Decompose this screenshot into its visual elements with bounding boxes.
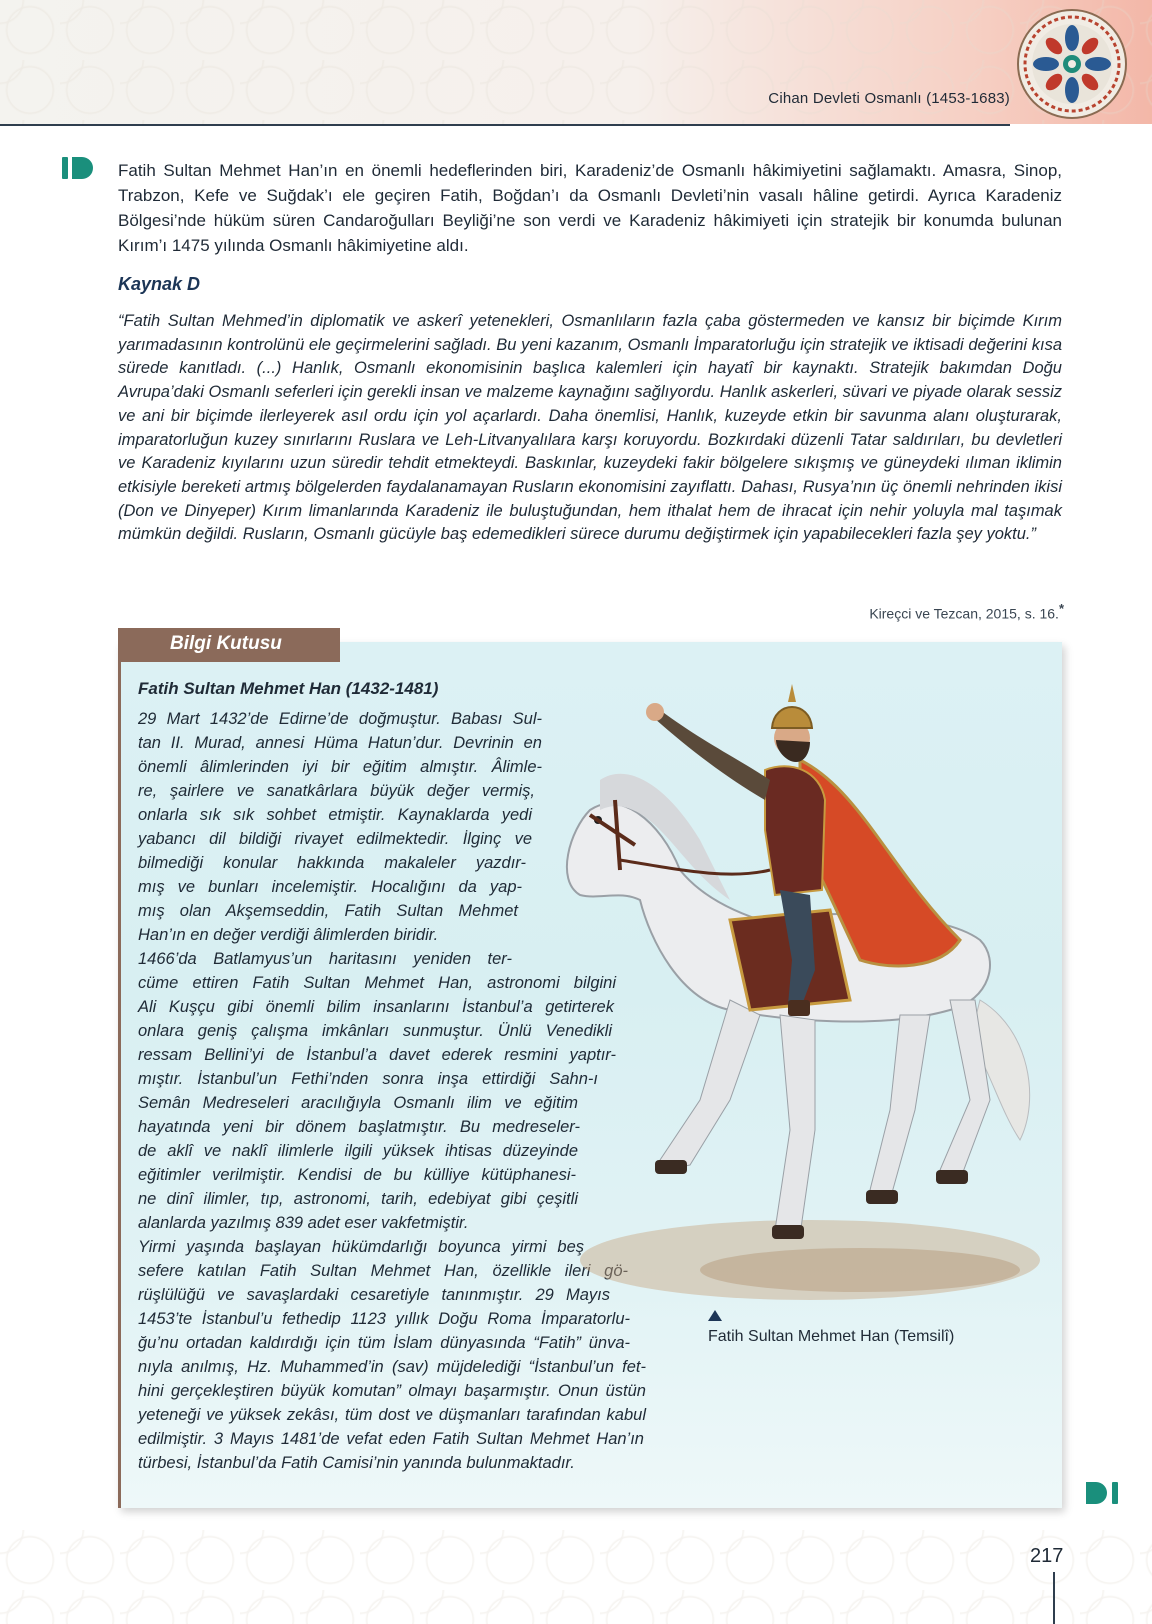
bio-line: nıyla anılmış, Hz. Muhammed’in (sav) müjdelediği “İstanbul’un fet- — [138, 1358, 646, 1376]
bio-line: 1453’te İstanbul’u fethedip 1123 yıllık Doğu Roma İmparatorlu- — [138, 1310, 630, 1328]
bio-line: rüşlülüğü ve savaşlardaki cesaretiyle tanınmıştır. 29 Mayıs — [138, 1286, 610, 1304]
bio-line: 1466’da Batlamyus’un haritasını yeniden ter- — [138, 950, 512, 968]
source-citation — [869, 601, 1064, 622]
source-title: Kaynak D — [118, 274, 201, 294]
bio-line: mış ve bunları incelemiştir. Hocalığını da yap- — [138, 878, 522, 896]
bio-line: de aklî ve naklî ilimlerle ilgili yüksek ihtisas düzeyinde — [138, 1142, 578, 1160]
bio-line: edilmiştir. 3 Mayıs 1481’de vefat eden Fatih Sultan Mehmet Han’ın — [138, 1430, 644, 1448]
bio-line: ressam Bellini’yi de İstanbul’a davet ederek resmini yaptır- — [138, 1046, 616, 1064]
bio-line: ğu’nu ortadan kaldırdığı için tüm İslam dünyasında “Fatih” ünva- — [138, 1334, 630, 1352]
bio-line: onlarla sık sık sohbet etmiştir. Kaynaklarda yedi — [138, 806, 532, 824]
bio-title: Fatih Sultan Mehmet Han (1432-1481) — [138, 679, 439, 698]
caption-pointer-icon — [708, 1310, 722, 1321]
bio-line: eğitimler verilmiştir. Kendisi de bu külliye kütüphanesi- — [138, 1166, 576, 1184]
bio-line: mış olan Akşemseddin, Fatih Sultan Mehmet — [138, 902, 518, 920]
bio-line: re, şairlere ve sanatkârlara büyük değer vermiş, — [138, 782, 535, 800]
citation-text: Kireçci ve Tezcan, 2015, s. 16. — [869, 605, 1059, 622]
bio-line: bilmediği konular hakkında makaleler yazdır- — [138, 854, 526, 872]
page-number: 217 — [1030, 1545, 1064, 1567]
citation-mark: * — [1058, 601, 1064, 616]
bio-line: tan II. Murad, annesi Hüma Hatun’dur. Devrinin en — [138, 734, 542, 752]
info-box-tab — [118, 628, 340, 662]
rosette-ornament-icon — [1016, 8, 1128, 120]
info-box-rule — [118, 662, 121, 1508]
bio-line: Yirmi yaşında başlayan hükümdarlığı boyunca yirmi beş — [138, 1238, 584, 1256]
bio-line: cüme ettiren Fatih Sultan Mehmet Han, astronomi bilgini — [138, 974, 616, 992]
header-divider — [0, 124, 1010, 126]
section-end-icon — [1086, 1480, 1120, 1506]
bio-line: mıştır. İstanbul’un Fethi’nden sonra inşa ettirdiği Sahn-ı — [138, 1070, 598, 1088]
bio-line: alanlarda yazılmış 839 adet eser vakfetmiştir. — [138, 1214, 469, 1232]
bio-line: 29 Mart 1432’de Edirne’de doğmuştur. Babası Sul- — [138, 710, 542, 728]
bio-line: yabancı dil bildiği rivayet edilmektedir. İlginç ve — [138, 830, 532, 848]
bio-line: Semân Medreseleri aracılığıyla Osmanlı ilim ve eğitim — [138, 1094, 578, 1112]
bio-line: Ali Kuşçu gibi önemli bilim insanlarını İstanbul’a getirterek — [138, 998, 614, 1016]
footer-pattern — [0, 1530, 1152, 1624]
illustration-caption: Fatih Sultan Mehmet Han (Temsilî) — [708, 1328, 955, 1345]
bio-line: türbesi, İstanbul’da Fatih Camisi’nin yanında bulunmaktadır. — [138, 1454, 575, 1472]
page-number-rule — [1053, 1572, 1055, 1624]
bio-line: önemli âlimlerinden iyi bir eğitim almıştır. Âlimle- — [138, 758, 542, 776]
bio-line: hayatında yeni bir dönem başlatmıştır. Bu medreseler- — [138, 1118, 580, 1136]
info-box-tab-label: Bilgi Kutusu — [170, 633, 282, 654]
bio-line: yeteneği ve yüksek zekâsı, tüm dost ve düşmanları tarafından kabul — [138, 1406, 646, 1424]
bio-line: Han’ın en değer verdiği âlimlerden biridir. — [138, 926, 439, 944]
bio-line: sefere katılan Fatih Sultan Mehmet Han, özellikle ileri gö- — [138, 1262, 628, 1280]
bio-line: hini gerçekleştiren büyük komutan” olmayı başarmıştır. Onun üstün — [138, 1382, 646, 1400]
source-quote: “Fatih Sultan Mehmed’in diplomatik ve askerî yetenekleri, Osmanlıların fazla çaba göstermeden ve kansız bir biçimde Kırım yarımadasının kontrolünü ele geçirmelerini sağladı. Bu yeni kazanım, Osmanlı İmparatorluğu için stratejik ve iktisadi değerini kısa sürede kanıtladı. (...) Hanlık, Osmanlı ekonomisinin başlıca kalemleri için hayatî bir kaynaktı. Stratejik bakımdan Doğu Avrupa’daki Osmanlı seferleri için gerekli insan ve malzeme kaynağını sağlıyordu. Hanlık askerleri, süvari ve piyade olarak sessiz ve ani bir biçimde ilerleyerek asıl ordu için yol açarlardı. Daha önemlisi, Hanlık, kuzeyde etkin bir savunma alanı oluşturarak, imparatorluğun kuzey sınırlarını Ruslara ve Leh-Litvanyalılara karşı koruyordu. Bozkırdaki düzenli Tatar saldırıları, bu devletleri ve Karadeniz kıyılarını uzun süredir tehdit etmekteydi. Baskınlar, kuzeydeki fakir bölgelere sıkışmış ve güneydeki ılıman iklimin etkisiyle bereketi artmış bölgelerden faydalanamayan Rusların ekonomisini zayıflattı. Dahası, Rusya’nın üç önemli nehrinden ikisi (Don ve Dinyeper) Kırım limanlarında Karadeniz ile buluştuğundan, hem ithalat hem de ihracat için nehir yoluyla mal taşımak mümkün değildi. Rusların, Osmanlı gücüyle baş edemedikleri sürece durumu değiştirmek için yapabilecekleri fazla şey yoktu.” — [118, 312, 1062, 544]
running-title: Cihan Devleti Osmanlı (1453-1683) — [768, 90, 1010, 107]
bio-line: ne dinî ilimler, tıp, astronomi, tarih, edebiyat gibi çeşitli — [138, 1190, 578, 1208]
intro-paragraph: Fatih Sultan Mehmet Han’ın en önemli hedeflerinden biri, Karadeniz’de Osmanlı hâkimiyetini sağlamaktı. Amasra, Sinop, Trabzon, Kefe ve Suğdak’ı ele geçiren Fatih, Boğdan’ı da Osmanlı Devleti’nin vasalı hâline getirdi. Ayrıca Karadeniz Bölgesi’nde hüküm süren Candaroğulları Beyliği’ne son verdi ve Karadeniz hâkimiyeti için stratejik bir konumda bulunan Kırım’ı 1475 yılında Osmanlı hâkimiyetine aldı. — [118, 161, 1062, 255]
bio-line: onlara geniş çalışma imkânları sunmuştur. Ünlü Venedikli — [138, 1022, 612, 1040]
sultan-on-horse-illustration — [560, 670, 1060, 1310]
section-start-icon — [62, 156, 96, 180]
